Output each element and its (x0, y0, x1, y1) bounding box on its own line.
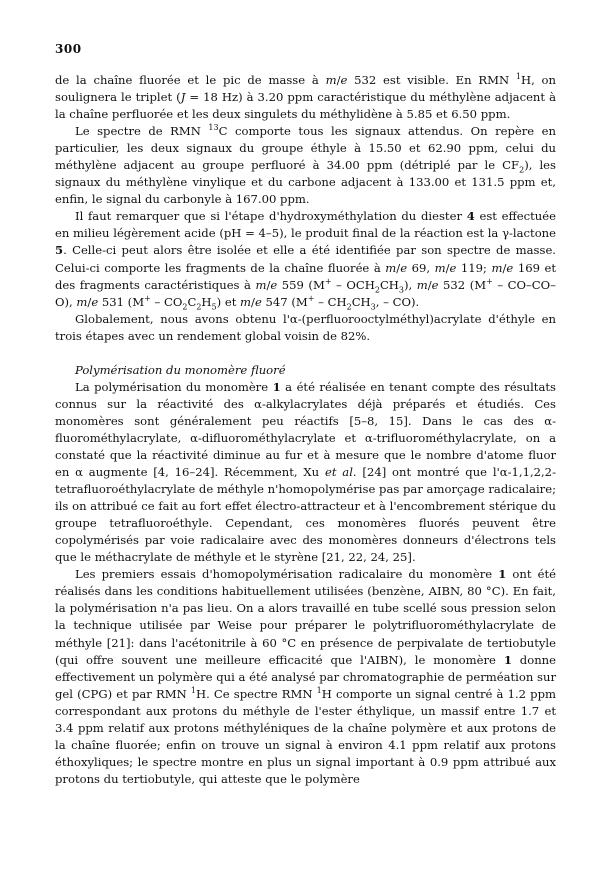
section-title: Polymérisation du monomère fluoré (75, 362, 286, 377)
page-number: 300 (55, 42, 82, 56)
body-text (55, 72, 556, 788)
paragraph-hydroxymethylation: Il faut remarquer que si l'étape d'hydroxyméthylation du diester 4 est effectuée en milieu légèrement acide (pH = 4–5), le produit final de la réaction est la γ-lactone 5. Celle-ci peut alors être isolée et elle a été identifiée par son spectre de masse. Celui-ci comporte les fragments de la chaîne fluorée à m/e 69, m/e 119; m/e 169 et des fragments caractéristiques à m/e 559 $(M^+ - OCH_2CH_3)$, m/e 532 (M+ – CO–CO–O), m/e 531 $(M^+ - CO_2C_2H_5)$ et m/e 547 ($M^+ - CH_2CH_3$, – CO). (55, 209, 557, 311)
paragraph-homopolymerisation: Les premiers essais d'homopolymérisation radicalaire du monomère 1 ont été réalisés dans les conditions habituellement utilisées (benzène, AIBN, 80 °C). En fait, la polymérisation n'a pas lieu. On a alors travaillé en tube scellé sous pression selon la technique utilisée par Weise pour préparer le polytrifluorométhylacrylate de méthyle [21]: dans l'acétonitrile à 60 °C en présence de perpivalate de tertiobutyle (qui offre souvent une meilleure efficacité que l'AIBN), le monomère 1 donne effectivement un polymère qui a été analysé par chromatographie de perméation sur gel (CPG) et par RMN $^1$H. Ce spectre RMN $^1$H comporte un signal centré à 1.2 ppm correspondant aux protons du méthyle de l'ester éthylique, un massif entre 1.7 et 3.4 ppm relatif aux protons méthyléniques de la chaîne polymère et aux protons de la chaîne fluorée; enfin on trouve un signal à environ 4.1 ppm relatif aux protons éthoxyliques; le spectre montre en plus un signal important à 0.9 ppm attribué aux protons du tertiobutyle, qui atteste que le polymère (55, 567, 556, 786)
section-spacer (55, 345, 556, 362)
paragraph-13c-nmr: Le spectre de RMN $^{13}$C comporte tous les signaux attendus. On repère en particulier, les deux signaux du groupe éthyle à 15.50 et 62.90 ppm, celui du méthylène adjacent au groupe perfluoré à 34.00 ppm (détriplé par le $CF_2$), les signaux du méthylène vinylique et du carbone adjacent à 133.00 et 131.5 ppm et, enfin, le signal du carbonyle à 167.00 ppm. (55, 123, 556, 207)
paragraph-polymerisation-intro: La polymérisation du monomère 1 a été réalisée en tenant compte des résultats connus sur la réactivité des α-alkylacrylates déjà préparés et étudiés. Ces monomères sont généralement peu réactifs [5–8, 15]. Dans le cas des α-fluorométhylacrylate, α-difluorométhylacrylate et α-trifluorométhylacrylate, on a constaté que la réactivité diminue au fur et à mesure que le nombre d'atome fluor en α augmente [4, 16–24]. Récemment, Xu et al. [24] ont montré que l'α-1,1,2,2-tetrafluoroéthylacrylate de méthyle n'homopolymérise pas par amorçage radicalaire; ils on attribué ce fait au fort effet électro-attracteur et à l'encombrement stérique du groupe tetrafluoroéthyle. Cependant, ces monomères fluorés peuvent être copolymérisés par voie radicalaire avec des monomères donneurs d'électrons tels que le méthacrylate de méthyle et le styrène [21, 22, 24, 25]. (55, 379, 556, 565)
paragraph-globalement: Globalement, nous avons obtenu l'α-(perfluorooctylméthyl)acrylate d'éthyle en trois étapes avec un rendement global voisin de 82%. (55, 311, 556, 343)
paragraph-continuation: de la chaîne fluorée et le pic de masse à m/e 532 est visible. En RMN $^1$H, on soulignera le triplet (J = 18 Hz) à 3.20 ppm caractéristique du méthylène adjacent à la chaîne perfluorée et les deux singulets du méthylidène à 5.85 et 6.50 ppm. (55, 72, 556, 122)
